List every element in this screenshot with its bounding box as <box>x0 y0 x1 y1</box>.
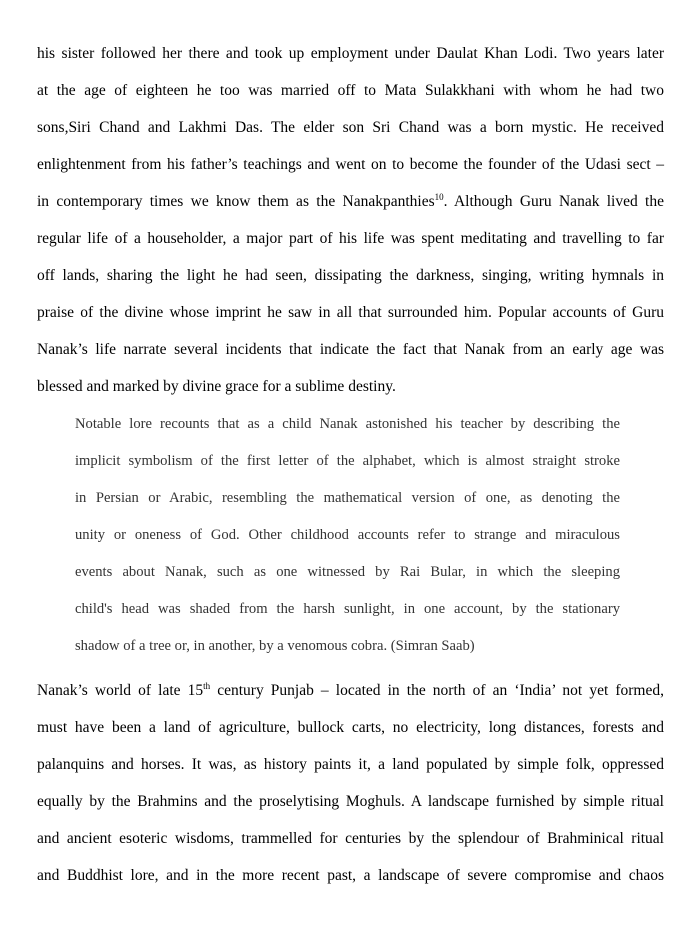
paragraph1-line-4: enlightenment from his father’s teachings and went on to become the founder of the Udasi sect – <box>37 156 664 173</box>
paragraph2-line-1-tail: century Punjab – located in the north of an ‘India’ not yet formed, <box>210 682 664 699</box>
quote-line-2: implicit symbolism of the first letter of the alphabet, which is almost straight stroke <box>75 453 620 469</box>
footnote-ref: 10 <box>434 191 444 202</box>
paragraph2-line-1-head: Nanak’s world of late 15 <box>37 682 204 699</box>
quote-line-4: unity or oneness of God. Other childhood accounts refer to strange and miraculous <box>75 527 620 543</box>
paragraph2-line-5: and ancient esoteric wisdoms, trammelled for centuries by the splendour of Brahminical ritual <box>37 830 664 847</box>
paragraph1-line-2: at the age of eighteen he too was married off to Mata Sulakkhani with whom he had two <box>37 82 664 99</box>
paragraph1-line-3: sons,Siri Chand and Lakhmi Das. The elder son Sri Chand was a born mystic. He received <box>37 119 664 136</box>
quote-line-7: shadow of a tree or, in another, by a venomous cobra. (Simran Saab) <box>75 638 475 654</box>
paragraph2-line-2: must have been a land of agriculture, bullock carts, no electricity, long distances, forests and <box>37 719 664 736</box>
paragraph1-line-6: regular life of a householder, a major part of his life was spent meditating and travelling to far <box>37 230 664 247</box>
paragraph1-line-8: praise of the divine whose imprint he saw in all that surrounded him. Popular accounts of Guru <box>37 304 664 321</box>
quote-line-1: Notable lore recounts that as a child Nanak astonished his teacher by describing the <box>75 416 620 432</box>
paragraph1-line-1: his sister followed her there and took up employment under Daulat Khan Lodi. Two years later <box>37 45 664 62</box>
paragraph2-line-6: and Buddhist lore, and in the more recent past, a landscape of severe compromise and chaos <box>37 867 664 884</box>
quote-line-6: child's head was shaded from the harsh sunlight, in one account, by the stationary <box>75 601 620 617</box>
paragraph1-line-5 <box>37 192 664 212</box>
paragraph2-line-1 <box>37 681 664 701</box>
paragraph1-line-10: blessed and marked by divine grace for a sublime destiny. <box>37 378 396 395</box>
paragraph1-line-5-tail: . Although Guru Nanak lived the <box>443 193 664 210</box>
paragraph1-line-7: off lands, sharing the light he had seen, dissipating the darkness, singing, writing hymnals in <box>37 267 664 284</box>
ordinal-superscript: th <box>203 680 211 691</box>
quote-line-3: in Persian or Arabic, resembling the mathematical version of one, as denoting the <box>75 490 620 506</box>
paragraph1-line-9: Nanak’s life narrate several incidents that indicate the fact that Nanak from an early age was <box>37 341 664 358</box>
paragraph2-line-4: equally by the Brahmins and the proselytising Moghuls. A landscape furnished by simple ritual <box>37 793 664 810</box>
quote-line-5: events about Nanak, such as one witnessed by Rai Bular, in which the sleeping <box>75 564 620 580</box>
paragraph2-line-3: palanquins and horses. It was, as history paints it, a land populated by simple folk, oppressed <box>37 756 664 773</box>
paragraph1-line-5-head: in contemporary times we know them as the Nanakpanthies <box>37 193 435 210</box>
